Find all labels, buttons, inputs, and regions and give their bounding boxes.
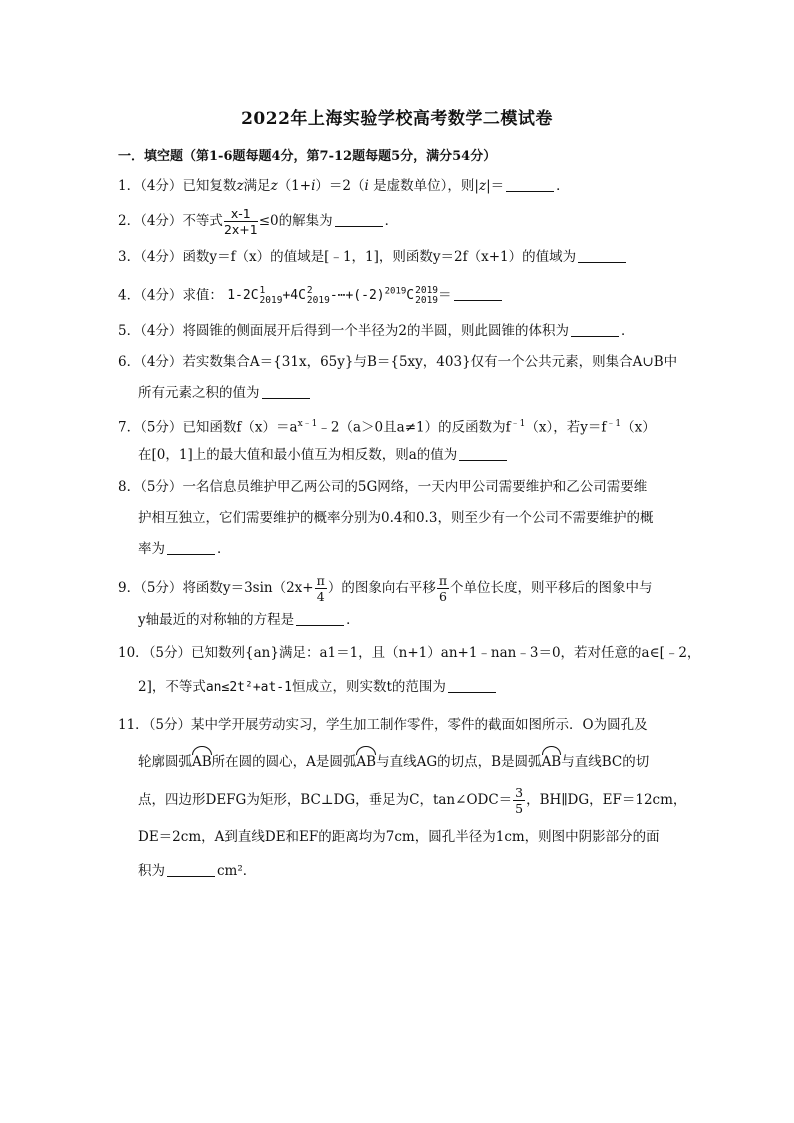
question-2: 2．（4分）不等式 $\frac{x-1}{2x+1}$ ≤0的解集为 ． (118, 206, 399, 237)
math-expression: 1-2C 1 2019 +4C 2 2019 $-\cdots+(-2)^{2019}C$ 2019 2019 (227, 284, 439, 306)
fraction: $\frac{\pi}{4}$ (316, 573, 325, 604)
answer-blank[interactable] (454, 287, 502, 301)
answer-blank[interactable] (571, 323, 619, 337)
question-9-line-2: y轴最近的对称轴的方程是 ． (138, 612, 360, 628)
question-11: 11．（5分）某中学开展劳动实习，学生加工制作零件，零件的截面如图所示．O为圆孔及 (118, 717, 648, 733)
question-5: 5．（4分）将圆锥的侧面展开后得到一个半径为2的半圆，则此圆锥的体积为 ． (118, 323, 635, 339)
answer-blank[interactable] (296, 612, 344, 626)
question-6: 6．（4分）若实数集合A＝{31x，65y}与B＝{5xy，403}仅有一个公共元素，则集合A∪B中 (118, 354, 678, 370)
question-11-line-3: 点，四边形DEFG为矩形，BC⊥DG，垂足为C，tan∠ODC＝ $\frac{3}{5}$ ，BH∥DG，EF＝12cm， (138, 785, 687, 816)
question-1: 1．（4分）已知复数z满足z（1+i）＝2（i 是虚数单位），则|z|＝ ． (118, 178, 570, 194)
answer-blank[interactable] (578, 249, 626, 263)
answer-blank[interactable] (448, 679, 496, 693)
question-11-line-4: DE＝2cm，A到直线DE和EF的距离均为7cm，圆孔半径为1cm，则图中阴影部分的面 (138, 829, 660, 845)
answer-blank[interactable] (506, 178, 554, 192)
fraction: $\frac{x-1}{2x+1}$ (223, 206, 258, 237)
question-10: 10．（5分）已知数列{an}满足：a1＝1，且（n+1）an+1﹣nan﹣3＝0，若对任意的a∈[﹣2， (118, 645, 701, 661)
fraction: $\frac{\pi}{6}$ (438, 573, 448, 604)
question-8-line-2: 护相互独立，它们需要维护的概率分别为0.4和0.3，则至少有一个公司不需要维护的概 (138, 510, 654, 526)
question-9: 9．（5分）将函数y＝3sin（2x+ $\frac{\pi}{4}$ ）的图象向右平移 $\frac{\pi}{6}$ 个单位长度，则平移后的图象中与 (118, 573, 653, 604)
question-7-line-2: 在[0，1]上的最大值和最小值互为相反数，则a的值为 (138, 445, 509, 465)
question-11-line-2: 轮廓圆弧AB所在圆的圆心，A是圆弧AB与直线AG的切点，B是圆弧AB与直线BC的切 (138, 749, 649, 772)
answer-blank[interactable] (167, 863, 215, 877)
question-4: 4．（4分）求值： 1-2C 1 2019 +4C 2 2019 $-\cdots+(-2)^{2019}C$ 2019 2019 ＝ (118, 282, 504, 306)
answer-blank[interactable] (262, 385, 310, 399)
page-title: 2022年上海实验学校高考数学二模试卷 (241, 109, 553, 129)
question-7: 7．（5分）已知函数$f(x)=a^{x﹣1}﹣2(a>0$且a≠1）的反函数为$f^{﹣1}(x)$，若$y=f^{﹣1}(x)$ (118, 419, 656, 436)
question-6-line-2: 所有元素之积的值为 (138, 383, 312, 403)
section-heading: 一．填空题（第1-6题每题4分，第7-12题每题5分，满分54分） (118, 149, 497, 164)
answer-blank[interactable] (167, 541, 215, 555)
question-10-line-2: 2]，不等式an≤2t²+at-1恒成立，则实数t的范围为 (138, 677, 498, 698)
question-3: 3．（4分）函数y＝f（x）的值域是[﹣1，1]，则函数y＝2f（x+1）的值域为 (118, 247, 628, 267)
answer-blank[interactable] (459, 447, 507, 461)
question-8-line-3: 率为 ． (138, 541, 231, 557)
answer-blank[interactable] (335, 213, 383, 227)
fraction: $\frac{3}{5}$ (515, 785, 524, 816)
question-8: 8．（5分）一名信息员维护甲乙两公司的5G网络，一天内甲公司需要维护和乙公司需要维 (118, 479, 648, 495)
question-11-line-5: 积为 cm²． (138, 863, 257, 879)
